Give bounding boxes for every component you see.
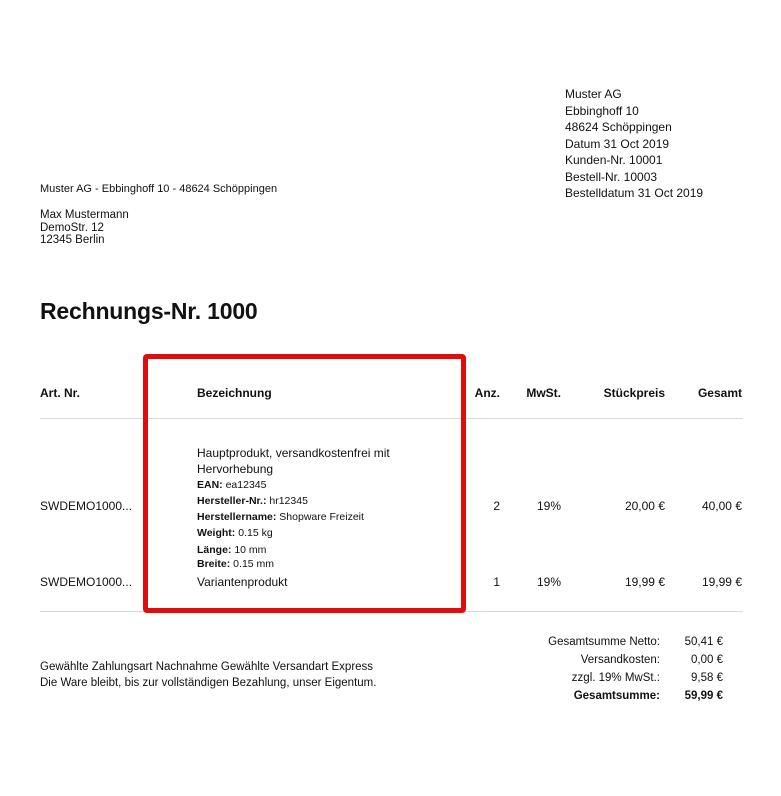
company-name: Muster AG <box>565 87 622 101</box>
order-number: Bestell-Nr. 10003 <box>565 169 658 184</box>
payment-method-line: Gewählte Zahlungsart Nachnahme Gewählte Versandart Express <box>40 661 374 673</box>
row1-weight: Weight: 0.15 kg <box>197 527 273 539</box>
row1-qty: 2 <box>493 499 500 513</box>
header-unit-price: Stückpreis <box>603 386 665 400</box>
ownership-note: Die Ware bleibt, bis zur vollständigen Bezahlung, unser Eigentum. <box>40 677 377 689</box>
header-vat: MwSt. <box>526 386 561 400</box>
recipient-city: 12345 Berlin <box>40 234 105 246</box>
recipient-name: Max Mustermann <box>40 209 129 221</box>
recipient-address <box>40 209 129 247</box>
tax-label: zzgl. 19% MwSt.: <box>571 672 660 684</box>
header-qty: Anz. <box>474 386 500 400</box>
row1-title-line2: Hervorhebung <box>197 462 274 476</box>
row1-unit-price: 20,00 € <box>624 499 665 513</box>
row1-ean: EAN: ea12345 <box>197 479 267 491</box>
header-description: Bezeichnung <box>197 386 272 400</box>
row2-title: Variantenprodukt <box>197 575 288 589</box>
row1-vat: 19% <box>536 499 561 513</box>
row1-width: Breite: 0.15 mm <box>197 558 275 570</box>
row2-art-nr: SWDEMO1000... <box>40 575 133 589</box>
grand-total-label: Gesamtsumme: <box>573 690 660 702</box>
row1-manufacturer-name: Herstellername: Shopware Freizeit <box>197 511 364 523</box>
row2-unit-price: 19,99 € <box>624 575 665 589</box>
row2-total: 19,99 € <box>701 575 742 589</box>
company-city: 48624 Schöppingen <box>565 120 672 134</box>
net-total-label: Gesamtsumme Netto: <box>548 636 660 648</box>
shipping-value: 0,00 € <box>691 654 723 666</box>
order-date: Bestelldatum 31 Oct 2019 <box>565 186 704 200</box>
row1-length: Länge: 10 mm <box>197 544 267 556</box>
payment-info <box>40 659 376 691</box>
invoice-title: Rechnungs-Nr. 1000 <box>40 298 258 324</box>
grand-total-value: 59,99 € <box>684 690 723 702</box>
header-total: Gesamt <box>697 386 742 400</box>
row1-manufacturer-number: Hersteller-Nr.: hr12345 <box>197 495 308 507</box>
company-street: Ebbinghoff 10 <box>565 103 639 118</box>
row1-title-line1: Hauptprodukt, versandkostenfrei mit <box>197 446 390 460</box>
row2-vat: 19% <box>536 575 561 589</box>
tax-value: 9,58 € <box>691 672 723 684</box>
row1-total: 40,00 € <box>701 499 742 513</box>
row2-qty: 1 <box>493 575 500 589</box>
highlight-box <box>143 354 466 613</box>
sender-line: Muster AG - Ebbinghoff 10 - 48624 Schöppingen <box>40 183 278 195</box>
header-art-nr: Art. Nr. <box>40 386 81 400</box>
company-address-block <box>565 86 703 202</box>
shipping-label: Versandkosten: <box>580 654 660 666</box>
recipient-street: DemoStr. 12 <box>40 221 104 234</box>
row1-art-nr: SWDEMO1000... <box>40 499 133 513</box>
customer-number: Kunden-Nr. 10001 <box>565 153 663 167</box>
invoice-date: Datum 31 Oct 2019 <box>565 136 670 151</box>
net-total-value: 50,41 € <box>684 636 723 648</box>
